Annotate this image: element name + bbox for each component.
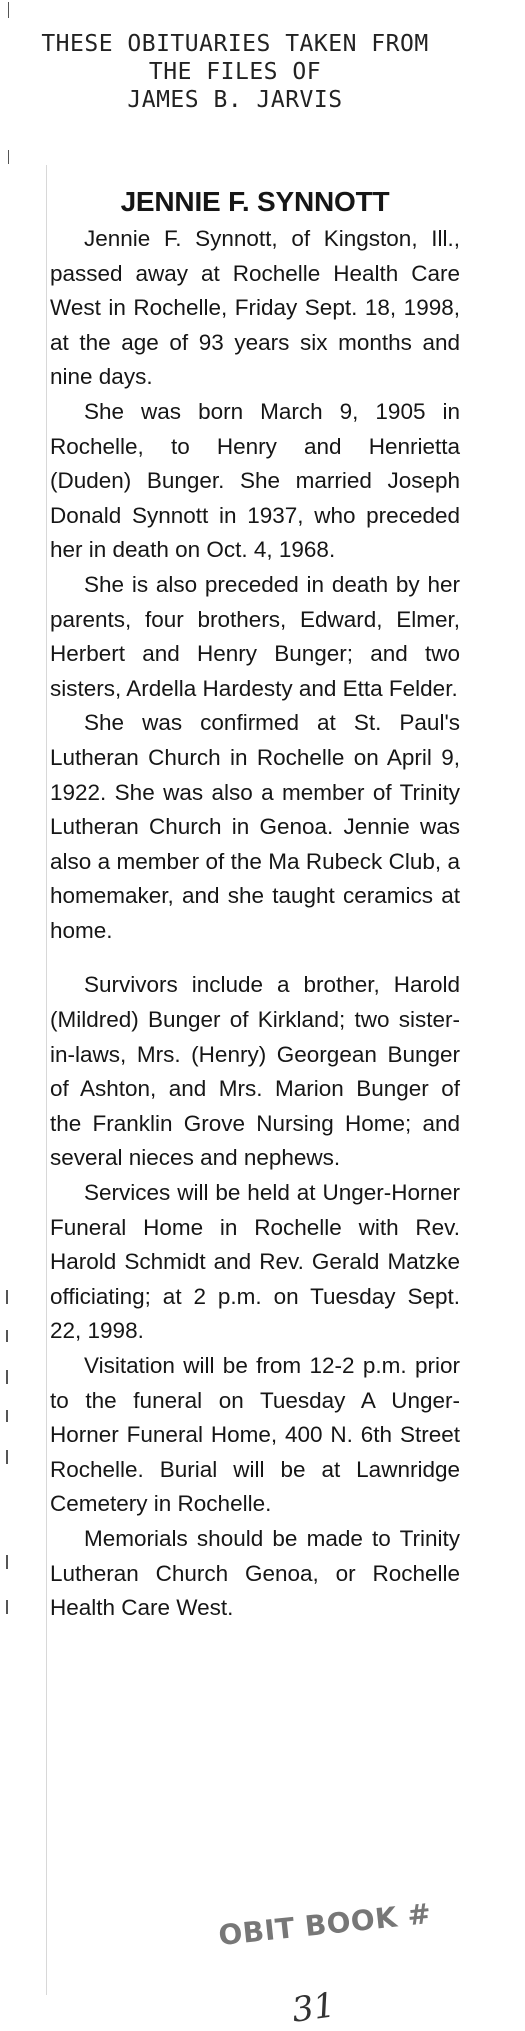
obituary-paragraph-5: Survivors include a brother, Harold (Mildred) Bunger of Kirkland; two sister-in-laws, Mrs. (Henry) Georgean Bunger of Ashton, and Mrs. Marion Bunger of the Franklin Grove Nursing Home; and several nieces and nephews. bbox=[50, 972, 460, 1171]
scan-mark bbox=[8, 150, 9, 164]
obituary-paragraph-7: Visitation will be from 12-2 p.m. prior to the funeral on Tuesday A Unger-Horner Funeral Home, 400 N. 6th Street Rochelle. Burial will be at Lawnridge Cemetery in Rochelle. bbox=[50, 1353, 460, 1517]
scan-mark bbox=[6, 1330, 8, 1342]
header-line-2: THE FILES OF bbox=[148, 59, 322, 85]
obituary-paragraph-3: She is also preceded in death by her parents, four brothers, Edward, Elmer, Herbert and Henry Bunger; and two sisters, Ardella Hardesty and Etta Felder. bbox=[50, 571, 460, 701]
scan-mark bbox=[8, 2, 9, 18]
scan-mark bbox=[6, 1555, 8, 1569]
handwritten-book-number: 31 bbox=[289, 1985, 338, 2031]
obituary-paragraph-8: Memorials should be made to Trinity Lutheran Church Genoa, or Rochelle Health Care West. bbox=[50, 1525, 460, 1621]
obituary-clipping bbox=[50, 182, 460, 1626]
scan-mark bbox=[6, 1450, 8, 1464]
header-line-1: THESE OBITUARIES TAKEN FROM bbox=[41, 31, 429, 57]
clipping-edge bbox=[46, 165, 47, 1995]
header-line-3: JAMES B. JARVIS bbox=[127, 87, 343, 113]
obituary-headline: JENNIE F. SYNNOTT bbox=[120, 186, 390, 217]
obituary-paragraph-2: She was born March 9, 1905 in Rochelle, to Henry and Henrietta (Duden) Bunger. She married Joseph Donald Synnott in 1937, who preceded her in death on Oct. 4, 1968. bbox=[50, 398, 460, 563]
obit-book-stamp: OBIT BOOK # bbox=[216, 1896, 433, 1953]
obituary-paragraph-6: Services will be held at Unger-Horner Funeral Home in Rochelle with Rev. Harold Schmidt and Rev. Gerald Matzke officiating; at 2 p.m. on Tuesday Sept. 22, 1998. bbox=[50, 1180, 460, 1344]
obituary-paragraph-1: Jennie F. Synnott, of Kingston, Ill., passed away at Rochelle Health Care West in Rochelle, Friday Sept. 18, 1998, at the age of 93 years six months and nine days. bbox=[50, 226, 460, 390]
scan-mark bbox=[6, 1600, 8, 1614]
scan-mark bbox=[6, 1370, 8, 1384]
scan-mark bbox=[6, 1410, 8, 1422]
obituary-paragraph-4: She was confirmed at St. Paul's Lutheran Church in Rochelle on April 9, 1922. She was also a member of Trinity Lutheran Church in Genoa. Jennie was also a member of the Ma Rubeck Club, a homemaker, and she taught ceramics at home. bbox=[50, 710, 460, 943]
archive-header bbox=[0, 30, 470, 114]
scan-mark bbox=[6, 1290, 8, 1304]
